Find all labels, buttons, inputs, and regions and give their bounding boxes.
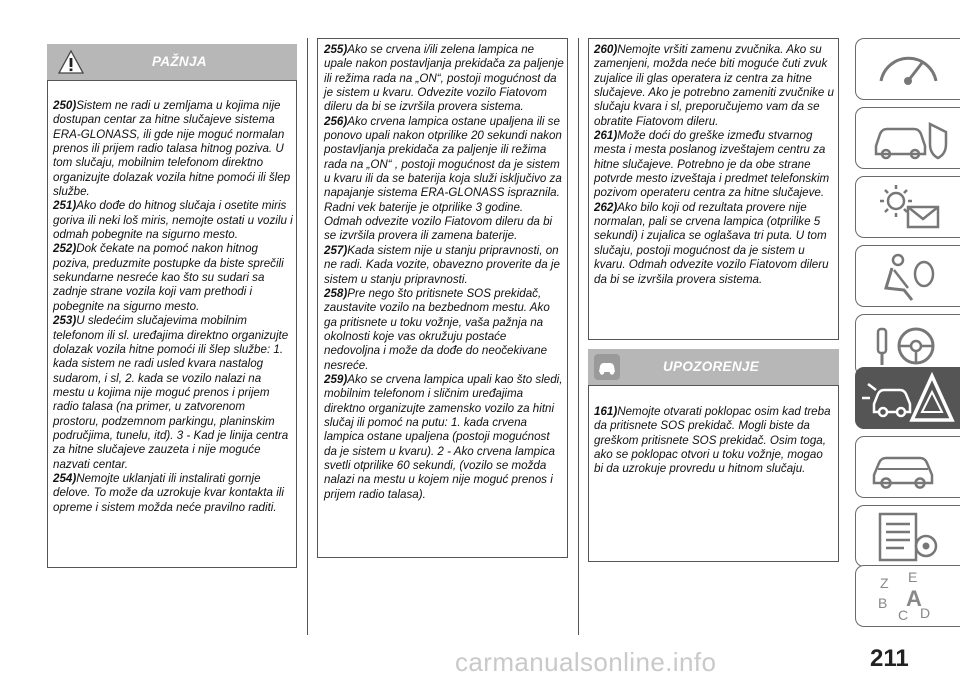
lights-and-messages-icon — [856, 177, 960, 239]
seat-airbag-icon — [856, 246, 960, 308]
alphabetical-index-icon — [856, 566, 960, 628]
svg-text:A: A — [906, 586, 922, 611]
note-item: 259)Ako se crvena lampica upali kao što sledi, mobilnim telefonom i sličnim uređajima direktno organizujte zamensko vozilo za hitni slučaj ili pomoć na putu: 1. kada crvena lampica ostane upaljena (postoji mogućnost da je sistem u kvaru). 2 - Ako crvena lampica svetli otprilike 60 sekundi, (vozilo se možda nalazi na mestu u kojem nije moguć prenos i prijem radio talasa). — [324, 372, 563, 501]
emergency-triangle-icon — [856, 368, 960, 430]
svg-text:C: C — [898, 607, 909, 623]
car-warning-icon — [593, 353, 621, 381]
note-item: 161)Nemojte otvarati poklopac osim kad treba da pritisnete SOS prekidač. Mogli biste da greškom pritisnete SOS prekidač. Osim toga, ako se poklopac otvori u toku vožnje, mogao bi da uzrokuje provredu u hitnom slučaju. — [594, 405, 831, 476]
dashboard-warning-lights-icon — [856, 39, 960, 101]
note-item: 260)Nemojte vršiti zamenu zvučnika. Ako su zamenjeni, možda neće biti moguće čuti zvuk zujalice ili glas operatera iz centra za hitne slučajeve. Ako je potrebno zameniti zvučnike u slučaju kvara i sl, preporučujemo vam da se obratite Fiatovom dileru. — [594, 43, 834, 128]
note-item: 254)Nemojte uklanjati ili instalirati gornje delove. To može da uzrokuje kvar kontakta ili opreme i sistem možda neće pravilno raditi. — [53, 471, 284, 514]
note-item: 251)Ako dođe do hitnog slučaja i osetite miris goriva ili neki loš miris, nemojte ostati u vozilu i odmah pobegnite na sigurno mesto. — [53, 199, 293, 242]
note-item: 257)Kada sistem nije u stanju pripravnosti, on ne radi. Kada vozite, obavezno proverite da je sistem u stanju pripravnosti. — [324, 243, 560, 286]
tab-dashboard[interactable] — [855, 38, 960, 100]
tab-emergency[interactable] — [855, 367, 960, 429]
caution-text-col3 — [594, 43, 834, 287]
note-item: 255)Ako se crvena i/ili zelena lampica ne upale nakon postavljanja prekidača za paljenje ili režima rada na „ON“, postoji mogućnost da je sistem u kvaru. Odvezite vozilo Fiatovom dileru da bi se izvršila provera sistema. — [324, 43, 564, 114]
caution-title: PAŽNJA — [152, 54, 207, 69]
tab-maintenance[interactable] — [855, 436, 960, 498]
note-item: 262)Ako bilo koji od rezultata provere nije normalan, pali se crvena lampica (otprilike 5 sekundi) i zujalica se oglašava tri puta. U tom slučaju, postoji mogućnost da je sistem u kvaru. Odmah odvezite vozilo Fiatovom dileru da bi se izvršila provera sistema. — [594, 200, 829, 286]
svg-text:D: D — [920, 605, 931, 621]
caution-banner — [47, 44, 297, 80]
tab-seat-airbag[interactable] — [855, 245, 960, 307]
car-maintenance-icon — [856, 437, 960, 499]
warning-title: UPOZORENJE — [663, 359, 760, 374]
note-item: 253)U sledećim slučajevima mobilnim telefonom ili sl. uređajima direktno organizujte dolazak vozila hitne pomoći ili šlep službe: 1. kada sistem ne radi usled kvara nastalog sudarom, i sl, 2. kada se vozilo nalazi na mestu u kojima nije moguć prenos i prijem radio talasa (na primer, u zatvorenom prostoru, podzemnom parkingu, planinskim područjima, tunelu, itd). 3 - Kad je linija centra za hitne slučajeve zauzeta i nije moguće nazvati centar. — [53, 314, 289, 471]
technical-data-icon — [856, 506, 960, 568]
svg-text:B: B — [878, 595, 888, 611]
page-number: 211 — [870, 645, 909, 672]
note-item: 258)Pre nego što pritisnete SOS prekidač, zaustavite vozilo na bezbednom mestu. Ako ga pritisnete u toku vožnje, vaša pažnja na okolnosti koje vas okružuju postaće nedovoljna i može da dođe do neočekivane nesreće. — [324, 286, 550, 372]
warning-banner — [588, 349, 839, 385]
column-divider — [307, 38, 308, 635]
column-divider — [578, 38, 579, 635]
caution-triangle-icon — [57, 49, 85, 75]
caution-text-col1 — [53, 99, 293, 515]
svg-text:Z: Z — [880, 575, 889, 591]
note-item: 256)Ako crvena lampica ostane upaljena ili se ponovo upali nakon otprilike 20 sekundi nakon postavljanja prekidača za paljenje ili režima rada na „ON“ , postoji mogućnost da je sistem u kvaru ili da se baterija koja služi isključivo za napajanje sistema ERA-GLONASS ispraznila. Radni vek baterije je otprilike 3 godine. Odmah odvezite vozilo Fiatovom dileru da bi se izvršila provera ili zamena baterije. — [324, 114, 562, 243]
warning-text — [594, 405, 834, 477]
svg-text:E: E — [908, 569, 918, 585]
tab-lights-messages[interactable] — [855, 176, 960, 238]
note-item: 261)Može doći do greške između stvarnog mesta i mesta poslanog izveštajem centru za hitne slučajeve. Potrebno je da obe strane potvrde mesto izveštaja i predmet telefonskim pozivom operateru centra za hitne slučajeve. — [594, 129, 830, 200]
note-item: 250)Sistem ne radi u zemljama u kojima nije dostupan centar za hitne slučajeve sistema ERA-GLONASS, ili gde nije moguć normalan prenos ili prijem radio talasa hitnog poziva. U tom slučaju, mobilnim telefonom direktno organizujte dolazak vozila hitne pomoći ili šlep službe. — [53, 99, 291, 199]
caution-text-col2 — [324, 43, 564, 502]
tab-technical-data[interactable] — [855, 505, 960, 567]
tab-index[interactable] — [855, 565, 960, 627]
watermark: carmanualsonline.info — [455, 647, 717, 677]
tab-safety[interactable] — [855, 107, 960, 169]
car-safety-icon — [856, 108, 960, 170]
note-item: 252)Dok čekate na pomoć nakon hitnog poziva, preduzmite postupke da biste sprečili sekundarne nesreće kao što su sudari sa zadnje strane vozila koji vam prethodi i pobegnite na sigurno mesto. — [53, 242, 284, 313]
